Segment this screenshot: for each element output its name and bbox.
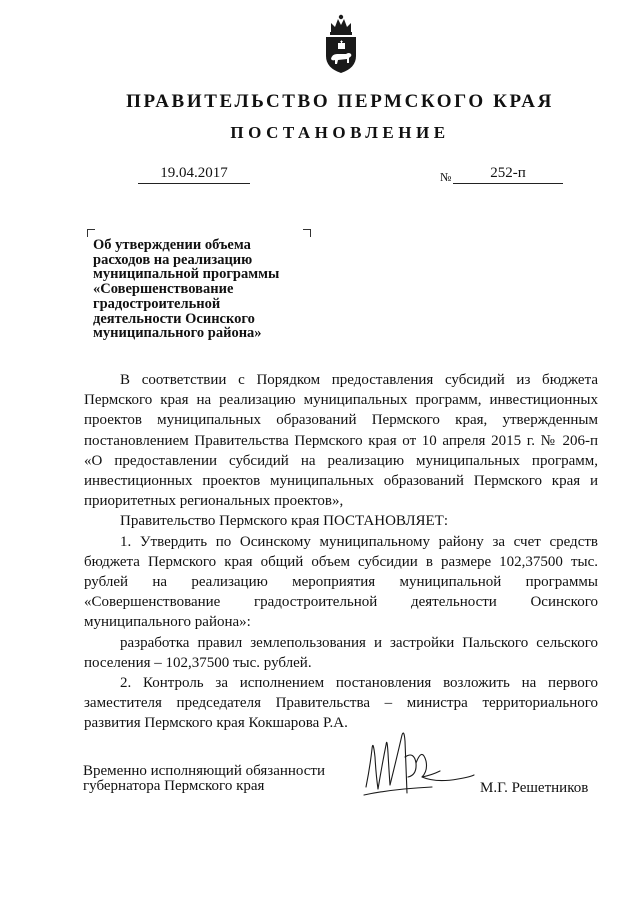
heading-line: Об утверждении объема bbox=[93, 237, 251, 253]
perm-krai-emblem-icon bbox=[322, 14, 360, 74]
document-body bbox=[84, 370, 598, 734]
heading-line: «Совершенствование bbox=[93, 281, 234, 298]
heading-line: муниципальной программы bbox=[93, 266, 280, 283]
clause-1-item: разработка правил землепользования и застройки Пальского сельского поселения – 102,37500 тыс. рублей. bbox=[84, 634, 598, 671]
resolution-statement: Правительство Пермского края ПОСТАНОВЛЯЕТ: bbox=[120, 513, 449, 530]
clause-2: 2. Контроль за исполнением постановления возложить на первого заместителя председателя Правительства – министра территориального развития Пермского края Кокшарова Р.А. bbox=[84, 675, 598, 732]
heading-bracket-left bbox=[87, 229, 95, 237]
document-type: ПОСТАНОВЛЕНИЕ bbox=[230, 123, 450, 142]
heading-bracket-right bbox=[303, 229, 311, 237]
heading-line: деятельности Осинского bbox=[93, 310, 255, 327]
heading-line: расходов на реализацию bbox=[93, 251, 253, 268]
heading-line: градостроительной bbox=[93, 295, 221, 312]
government-title: ПРАВИТЕЛЬСТВО ПЕРМСКОГО КРАЯ bbox=[126, 91, 554, 112]
number-sign: № bbox=[440, 170, 452, 184]
signer-position-line: Временно исполняющий обязанности bbox=[83, 763, 326, 779]
document-number: 252-п bbox=[453, 165, 563, 184]
signer-position bbox=[83, 764, 325, 794]
signer-name: М.Г. Решетников bbox=[480, 780, 589, 796]
signer-position-line: губернатора Пермского края bbox=[83, 778, 265, 794]
handwritten-signature-icon bbox=[362, 727, 477, 802]
clause-1: 1. Утвердить по Осинскому муниципальному району за счет средств бюджета Пермского края общий объем субсидии в размере 102,37500 тыс. рублей на реализацию мероприятия муниципальной программы «Совершенствование градостроительной деятельности Осинского муниципального района»: bbox=[84, 533, 598, 631]
document-heading bbox=[93, 238, 313, 341]
preamble-paragraph: В соответствии с Порядком предоставления субсидий из бюджета Пермского края на реализацию муниципальных программ, инвестиционных проектов муниципальных образований Пермского края, утвержденным постановлением Правительства Пермского края от 10 апреля 2015 г. № 206-п «О предоставлении субсидий на реализацию муниципальных программ, инвестиционных проектов муниципальных образований Пермского края и приоритетных региональных проектов», bbox=[84, 372, 598, 510]
document-date: 19.04.2017 bbox=[138, 165, 250, 184]
heading-line: муниципального района» bbox=[93, 325, 262, 342]
